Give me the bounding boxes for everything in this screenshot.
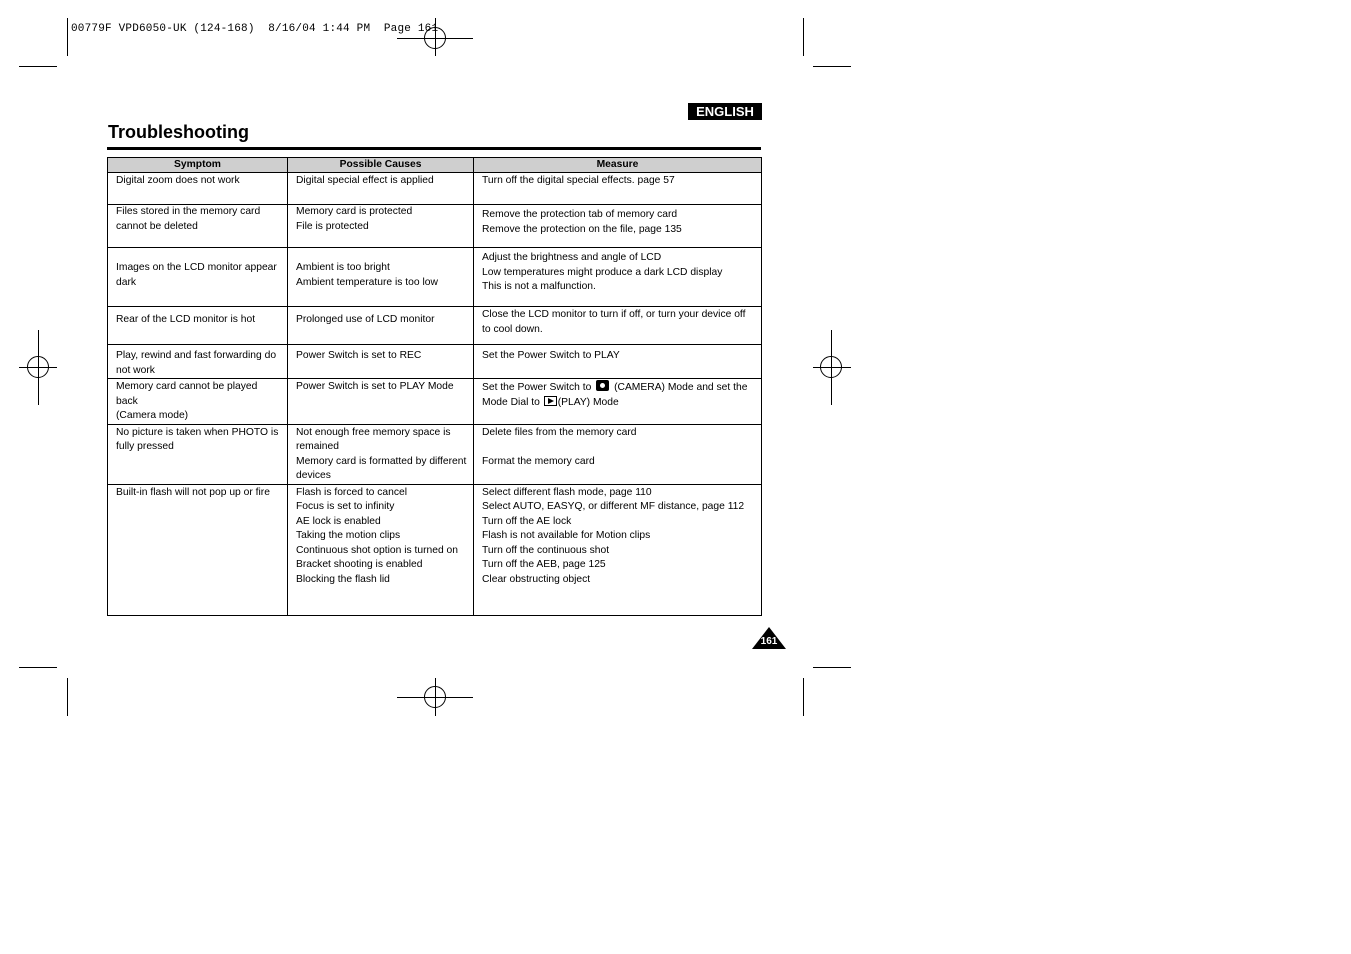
table-row [108, 424, 762, 484]
measure-cell [474, 379, 762, 425]
page-number-badge [752, 627, 786, 649]
column-header-causes: Possible Causes [288, 158, 474, 173]
measure-text: Mode Dial to [482, 396, 540, 408]
page-number: 161 [760, 636, 778, 647]
measure-text: (PLAY) Mode [557, 396, 619, 408]
measure-text: Set the Power Switch to [482, 382, 592, 393]
measure-cell: Select different flash mode, page 110 Select AUTO, EASYQ, or different MF distance, page 112 Turn off the AE lock Flash is not available for Motion clips Turn off the continuous shot Turn off the AEB, page 125 Clear obstructing object [474, 484, 762, 615]
symptom-cell: Memory card cannot be played back (Camera mode) [108, 379, 288, 425]
causes-cell: Power Switch is set to REC [288, 345, 474, 379]
causes-cell: Prolonged use of LCD monitor [288, 307, 474, 345]
table-row [108, 484, 762, 615]
symptom-cell: Images on the LCD monitor appear dark [108, 248, 288, 307]
crop-mark [19, 667, 57, 668]
registration-mark [27, 356, 49, 378]
crop-mark [67, 18, 68, 56]
registration-mark [424, 686, 446, 708]
causes-cell: Not enough free memory space is remained Memory card is formatted by different devices [288, 424, 474, 484]
causes-cell: Memory card is protected File is protected [288, 205, 474, 248]
play-mode-icon [544, 396, 557, 406]
page-title: Troubleshooting [108, 122, 249, 142]
troubleshooting-table [107, 157, 762, 616]
registration-mark [820, 356, 842, 378]
crop-mark [19, 66, 57, 67]
causes-cell: Digital special effect is applied [288, 173, 474, 205]
measure-cell: Delete files from the memory card Format the memory card [474, 424, 762, 484]
symptom-cell: Play, rewind and fast forwarding do not work [108, 345, 288, 379]
causes-cell: Flash is forced to cancel Focus is set to infinity AE lock is enabled Taking the motion clips Continuous shot option is turned on Bracket shooting is enabled Blocking the flash lid [288, 484, 474, 615]
crop-mark [67, 678, 68, 716]
measure-text: (CAMERA) Mode and set the [614, 382, 748, 393]
table-row [108, 173, 762, 205]
symptom-cell: Built-in flash will not pop up or fire [108, 484, 288, 615]
table-row [108, 248, 762, 307]
symptom-cell: No picture is taken when PHOTO is fully pressed [108, 424, 288, 484]
crop-mark [813, 66, 851, 67]
measure-cell: Turn off the digital special effects. page 57 [474, 173, 762, 205]
column-header-measure: Measure [474, 158, 762, 173]
table-row [108, 379, 762, 425]
table-row [108, 307, 762, 345]
print-slug: 00779F VPD6050-UK (124-168) 8/16/04 1:44 PM Page 161 [71, 23, 439, 35]
table-header-row [108, 158, 762, 173]
column-header-symptom: Symptom [108, 158, 288, 173]
measure-cell: Remove the protection tab of memory card Remove the protection on the file, page 135 [474, 205, 762, 248]
table-row [108, 205, 762, 248]
crop-mark [803, 678, 804, 716]
crop-mark [803, 18, 804, 56]
measure-cell: Set the Power Switch to PLAY [474, 345, 762, 379]
measure-cell: Close the LCD monitor to turn if off, or turn your device off to cool down. [474, 307, 762, 345]
symptom-cell: Digital zoom does not work [108, 173, 288, 205]
causes-cell: Power Switch is set to PLAY Mode [288, 379, 474, 425]
symptom-cell: Files stored in the memory card cannot be deleted [108, 205, 288, 248]
causes-cell: Ambient is too bright Ambient temperature is too low [288, 248, 474, 307]
crop-mark [813, 667, 851, 668]
measure-cell: Adjust the brightness and angle of LCD Low temperatures might produce a dark LCD display This is not a malfunction. [474, 248, 762, 307]
symptom-cell: Rear of the LCD monitor is hot [108, 307, 288, 345]
language-badge: ENGLISH [688, 103, 762, 120]
table-row [108, 345, 762, 379]
camera-icon [596, 380, 609, 391]
title-rule [107, 147, 761, 150]
